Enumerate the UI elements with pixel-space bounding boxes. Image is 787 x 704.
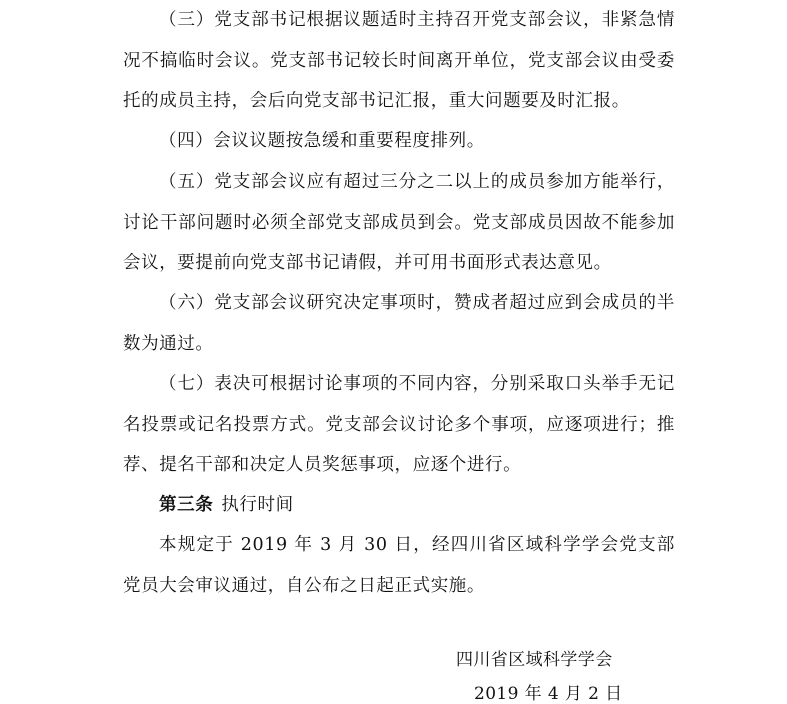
closing-paragraph: 本规定于 2019 年 3 月 30 日，经四川省区域科学学会党支部党员大会审议通过，自公布之日起正式实施。 bbox=[123, 535, 675, 596]
article-title: 第三条 bbox=[159, 495, 214, 515]
paragraph-item-7: （七）表决可根据讨论事项的不同内容，分别采取口头举手无记名投票或记名投票方式。党支部会议讨论多个事项，应逐项进行；推荐、提名干部和决定人员奖惩事项，应逐个进行。 bbox=[123, 374, 675, 475]
article-heading bbox=[123, 485, 675, 526]
signature-organization: 四川省区域科学学会 bbox=[456, 650, 613, 670]
paragraph-item-6: （六）党支部会议研究决定事项时，赞成者超过应到会成员的半数为通过。 bbox=[123, 293, 675, 354]
article-subtitle: 执行时间 bbox=[221, 495, 294, 515]
paragraph-item-5: （五）党支部会议应有超过三分之二以上的成员参加方能举行，讨论干部问题时必须全部党支部成员到会。党支部成员因故不能参加会议，要提前向党支部书记请假，并可用书面形式表达意见。 bbox=[123, 172, 675, 273]
signature-date: 2019 年 4 月 2 日 bbox=[474, 684, 623, 704]
paragraph-item-3: （三）党支部书记根据议题适时主持召开党支部会议，非紧急情况不搞临时会议。党支部书记较长时间离开单位，党支部会议由受委托的成员主持，会后向党支部书记汇报，重大问题要及时汇报。 bbox=[123, 10, 675, 111]
paragraph-item-4: （四）会议议题按急缓和重要程度排列。 bbox=[159, 131, 485, 151]
